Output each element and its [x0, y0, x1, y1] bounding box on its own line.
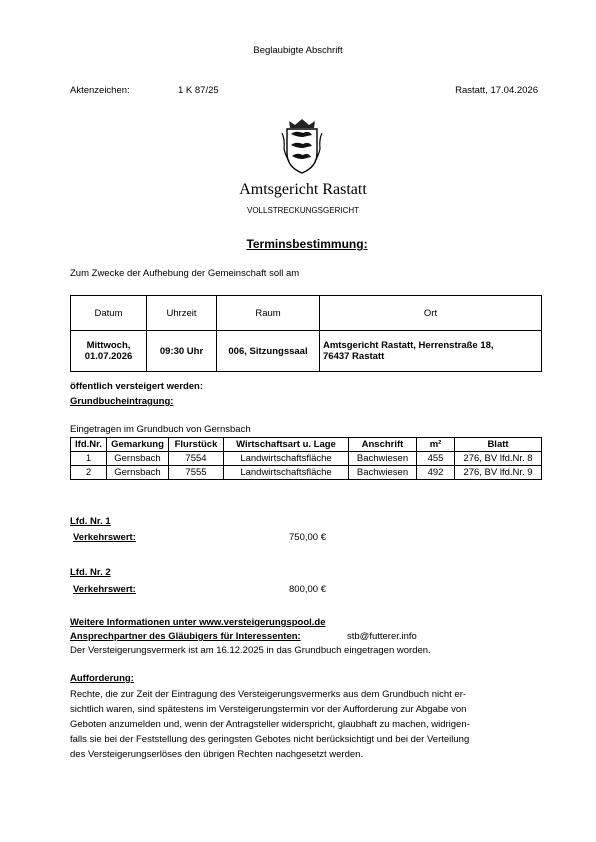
- header-blatt: Blatt: [455, 438, 542, 452]
- lfd1-verkehrswert-label: Verkehrswert:: [73, 532, 136, 543]
- aufforderung-line: sichtlich waren, sind spätestens im Versteigerungstermin vor der Aufforderung zur Abgabe von: [70, 704, 467, 715]
- cell-anschrift: Bachwiesen: [349, 466, 417, 480]
- aufforderung-text: [70, 687, 544, 762]
- datum-date: 01.07.2026: [84, 351, 133, 362]
- cell-flurstueck: 7554: [169, 452, 224, 466]
- aufforderung-line: Rechte, die zur Zeit der Eintragung des Versteigerungsvermerks aus dem Grundbuch nicht er-: [70, 689, 467, 700]
- header-anschrift: Anschrift: [349, 438, 417, 452]
- cell-gemarkung: Gernsbach: [107, 466, 169, 480]
- header-gemarkung: Gemarkung: [107, 438, 169, 452]
- cell-flurstueck: 7555: [169, 466, 224, 480]
- header-ort: Ort: [320, 296, 542, 331]
- grundbuch-table: [70, 437, 542, 480]
- coat-of-arms-icon: [281, 115, 323, 175]
- aufforderung-heading: Aufforderung:: [70, 673, 134, 684]
- court-subtitle: VOLLSTRECKUNGSGERICHT: [246, 206, 360, 215]
- lfd2-verkehrswert-value: 800,00 €: [289, 584, 326, 595]
- header-raum: Raum: [217, 296, 320, 331]
- lfd2-verkehrswert-label: Verkehrswert:: [73, 584, 136, 595]
- cell-datum: [71, 331, 147, 372]
- aufforderung-line: falls sie bei der Feststellung des geringsten Gebotes nicht berücksichtigt und bei der Verteilung: [70, 734, 470, 745]
- cell-flaeche: 455: [417, 452, 455, 466]
- table-row: [71, 452, 542, 466]
- header-flaeche: m²: [417, 438, 455, 452]
- datum-weekday: Mittwoch,: [86, 340, 131, 351]
- grundbuch-table-header: [71, 438, 542, 452]
- header-lfdnr: lfd.Nr.: [71, 438, 107, 452]
- aufforderung-line: des Versteigerungserlöses den übrigen Rechten nachgesetzt werden.: [70, 749, 364, 760]
- weitere-informationen: Weitere Informationen unter www.versteigerungspool.de: [70, 617, 326, 628]
- cell-anschrift: Bachwiesen: [349, 452, 417, 466]
- termin-table-header: [71, 296, 542, 331]
- intro-text: Zum Zwecke der Aufhebung der Gemeinschaft soll am: [70, 268, 300, 279]
- grundbuch-intro: Eingetragen im Grundbuch von Gernsbach: [70, 424, 251, 435]
- grundbuch-heading: Grundbucheintragung:: [70, 396, 174, 407]
- court-name: Amtsgericht Rastatt: [239, 181, 367, 198]
- page-heading: Terminsbestimmung:: [246, 237, 368, 251]
- versteigert-text: öffentlich versteigert werden:: [70, 381, 204, 392]
- cell-wirtschaftsart: Landwirtschaftsfläche: [224, 466, 349, 480]
- document-title: Beglaubigte Abschrift: [253, 45, 343, 56]
- cell-uhrzeit: 09:30 Uhr: [147, 331, 217, 372]
- place-date: Rastatt, 17.04.2026: [455, 85, 538, 96]
- cell-blatt: 276, BV lfd.Nr. 9: [455, 466, 542, 480]
- cell-blatt: 276, BV lfd.Nr. 8: [455, 452, 542, 466]
- ansprechpartner-email: stb@futterer.info: [347, 631, 417, 642]
- table-row: [71, 466, 542, 480]
- header-wirtschaftsart: Wirtschaftsart u. Lage: [224, 438, 349, 452]
- cell-flaeche: 492: [417, 466, 455, 480]
- cell-lfdnr: 2: [71, 466, 107, 480]
- aufforderung-line: Geboten anzumelden und, wenn der Antragsteller widerspricht, glaubhaft zu machen, widrigen-: [70, 719, 470, 730]
- cell-raum: 006, Sitzungssaal: [217, 331, 320, 372]
- cell-ort: [320, 331, 542, 372]
- aktenzeichen-label: Aktenzeichen:: [70, 85, 130, 96]
- lfd1-label: Lfd. Nr. 1: [70, 516, 111, 527]
- termin-table: [70, 295, 542, 372]
- lfd2-label: Lfd. Nr. 2: [70, 567, 111, 578]
- cell-gemarkung: Gernsbach: [107, 452, 169, 466]
- lfd1-verkehrswert-value: 750,00 €: [289, 532, 326, 543]
- header-datum: Datum: [71, 296, 147, 331]
- termin-table-row: [71, 331, 542, 372]
- vermerk-text: Der Versteigerungsvermerk ist am 16.12.2025 in das Grundbuch eingetragen worden.: [70, 645, 431, 656]
- cell-lfdnr: 1: [71, 452, 107, 466]
- ort-line-1: Amtsgericht Rastatt, Herrenstraße 18,: [323, 340, 494, 351]
- ort-line-2: 76437 Rastatt: [323, 351, 385, 362]
- header-flurstueck: Flurstück: [169, 438, 224, 452]
- aktenzeichen-value: 1 K 87/25: [178, 85, 219, 96]
- header-uhrzeit: Uhrzeit: [147, 296, 217, 331]
- cell-wirtschaftsart: Landwirtschaftsfläche: [224, 452, 349, 466]
- ansprechpartner-label: Ansprechpartner des Gläubigers für Interessenten:: [70, 631, 301, 642]
